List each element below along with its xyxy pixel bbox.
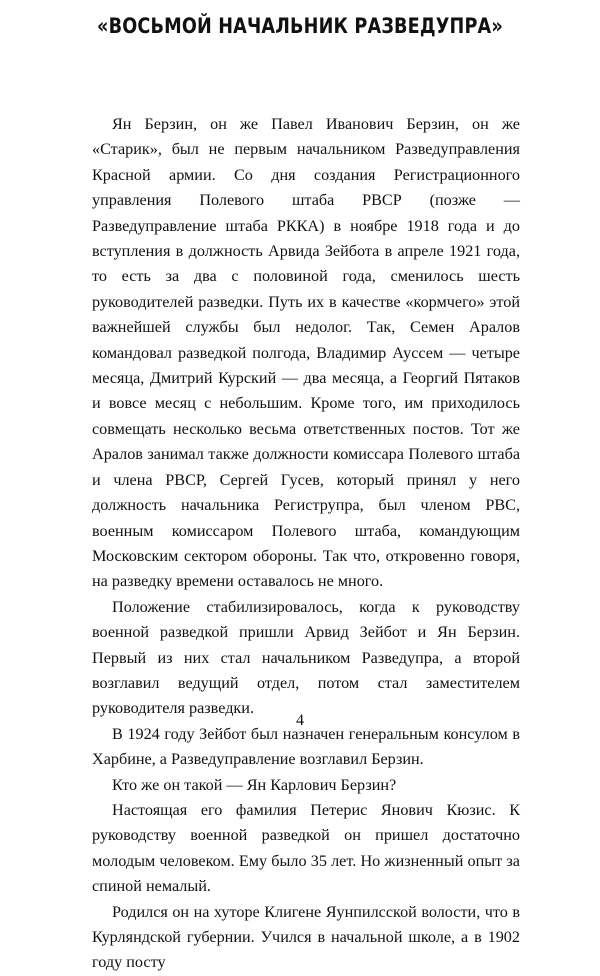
paragraph: В 1924 году Зейбот был назначен генеральным консулом в Харбине, а Разведуправление возглавил Берзин. <box>92 724 520 769</box>
page-number: 4 <box>296 712 304 729</box>
paragraph: Ян Берзин, он же Павел Иванович Берзин, он же «Старик», был не первым начальником Разведуправления Красной армии. Со дня создания Регистрационного управления Полевого штаба РВСР (позже — Разведуправление штаба РККА) в ноябре 1918 года и до вступления в должность Арвида Зейбота в апреле 1921 года, то есть за два с половиной года, сменилось шесть руководителей разведки. Путь их в качестве «кормчего» этой важнейшей службы был недолог. Так, Семен Аралов командовал разведкой полгода, Владимир Ауссем — четыре месяца, Дмитрий Курский — два месяца, а Георгий Пятаков и вовсе месяц с небольшим. Кроме того, им приходилось совмещать несколько весьма ответственных постов. Тот же Аралов занимал также должности комиссара Полевого штаба и члена РВСР, Сергей Гусев, который принял у него должность начальника Региструпра, был членом РВС, военным комиссаром Полевого штаба, командующим Московским сектором обороны. Так что, откровенно говоря, на разведку времени оставалось не много. <box>92 115 520 591</box>
body-text <box>92 112 520 976</box>
paragraph: Настоящая его фамилия Петерис Янович Кюзис. К руководству военной разведкой он пришел достаточно молодым человеком. Ему было 35 лет. Но жизненный опыт за спиной немалый. <box>92 800 520 896</box>
chapter-title: «ВОСЬМОЙ НАЧАЛЬНИК РАЗВЕДУПРА» <box>97 14 503 38</box>
paragraph: Положение стабилизировалось, когда к руководству военной разведкой пришли Арвид Зейбот и Ян Берзин. Первый из них стал начальником Разведупра, а второй возглавил ведущий отдел, потом стал заместителем руководителя разведки. <box>92 597 520 718</box>
paragraph: Родился он на хуторе Клигене Яунпилсской волости, что в Курляндской губернии. Учился в начальной школе, а в 1902 году посту <box>92 902 520 972</box>
paragraph: Кто же он такой — Ян Карлович Берзин? <box>112 775 397 794</box>
